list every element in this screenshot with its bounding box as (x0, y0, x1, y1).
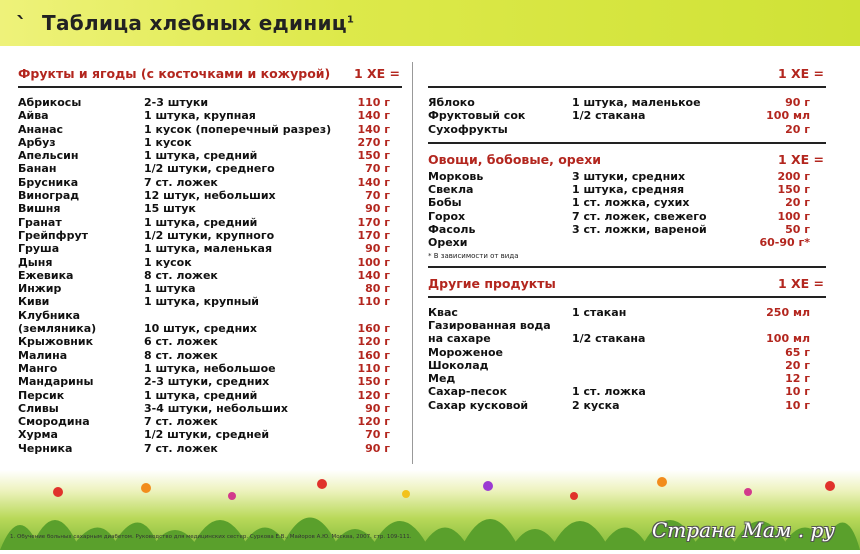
table-row (428, 223, 826, 236)
portion-weight: 20 г (785, 196, 810, 210)
table-row (18, 349, 402, 362)
portion-weight: 10 г (785, 385, 810, 399)
product-name: Хурма (18, 428, 58, 442)
section-rule (428, 142, 826, 144)
product-name: Груша (18, 242, 60, 256)
section-rule (18, 86, 402, 88)
other-section-title: Другие продукты (428, 275, 556, 291)
portion-weight: 20 г (785, 122, 810, 136)
portion-size: 1 штука, средняя (572, 183, 685, 197)
portion-weight: 100 мл (766, 332, 810, 346)
portion-weight: 140 г (357, 122, 390, 136)
table-row (18, 162, 402, 175)
table-row (18, 375, 402, 388)
portion-weight: 110 г (357, 96, 390, 109)
table-row (428, 96, 826, 109)
table-row (18, 428, 402, 441)
portion-size: 1 штука, крупный (144, 295, 259, 309)
portion-size: 2-3 штуки, средних (144, 375, 270, 389)
portion-size: 1 кусок (144, 255, 192, 269)
portion-weight: 140 г (357, 268, 390, 282)
portion-size: 1 кусок (144, 135, 192, 149)
portion-weight: 170 г (357, 228, 390, 242)
portion-size: 7 ст. ложек, свежего (572, 209, 707, 223)
title-banner (0, 0, 860, 46)
portion-weight: 90 г (365, 441, 390, 455)
other-table (428, 306, 826, 412)
table-row (428, 183, 826, 196)
portion-weight: 90 г (365, 202, 390, 216)
portion-weight: 90 г (365, 401, 390, 415)
product-name: на сахаре (428, 332, 491, 346)
product-name: Инжир (18, 282, 62, 296)
portion-size: 8 ст. ложек (144, 348, 218, 362)
portion-weight: 70 г (365, 189, 390, 203)
product-name: Квас (428, 305, 458, 319)
portion-weight: 50 г (785, 223, 810, 237)
table-row (18, 176, 402, 189)
table-row (18, 295, 402, 308)
portion-weight: 10 г (785, 398, 810, 412)
product-name: Шоколад (428, 358, 489, 372)
portion-size: 1 ст. ложка, сухих (572, 196, 690, 210)
portion-size: 6 ст. ложек (144, 335, 218, 349)
portion-size: 1/2 штуки, крупного (144, 228, 275, 242)
portion-weight: 150 г (777, 183, 810, 197)
product-name: Крыжовник (18, 335, 94, 349)
portion-size: 3 ст. ложки, вареной (572, 223, 707, 237)
table-row (18, 242, 402, 255)
portion-weight: 80 г (365, 282, 390, 296)
fruits-section-unit: 1 ХЕ = (353, 66, 400, 81)
product-name: Ананас (18, 122, 64, 136)
portion-size: 1 штука, средний (144, 215, 258, 229)
portion-size: 1 штука, средний (144, 149, 258, 163)
table-row (18, 402, 402, 415)
portion-weight: 110 г (357, 361, 390, 375)
portion-size: 2-3 штуки (144, 96, 209, 109)
table-row (18, 362, 402, 375)
table-row (18, 216, 402, 229)
portion-weight: 140 г (357, 175, 390, 189)
portion-weight: 140 г (357, 109, 390, 123)
portion-size: 1 штука, крупная (144, 109, 256, 123)
table-row (428, 123, 826, 136)
table-row (18, 389, 402, 402)
portion-size: 7 ст. ложек (144, 175, 218, 189)
product-name: Апельсин (18, 149, 79, 163)
product-name: Горох (428, 209, 466, 223)
product-name: Мед (428, 372, 456, 386)
portion-size: 1 штука, маленькое (572, 96, 701, 109)
table-row (18, 149, 402, 162)
fruits-continued-table (428, 96, 826, 136)
portion-weight: 160 г (357, 348, 390, 362)
product-name: Черника (18, 441, 73, 455)
product-name: Айва (18, 109, 49, 123)
product-name: Банан (18, 162, 57, 176)
portion-weight: 150 г (357, 375, 390, 389)
table-row (428, 332, 826, 345)
table-row (428, 196, 826, 209)
veg-footnote: * В зависимости от вида (428, 251, 519, 260)
table-row (18, 96, 402, 109)
veg-section-unit: 1 ХЕ = (777, 151, 824, 167)
portion-weight: 110 г (357, 295, 390, 309)
portion-size: 1 штука, средний (144, 388, 258, 402)
product-name: Манго (18, 361, 58, 375)
portion-weight: 120 г (357, 388, 390, 402)
fruits-section-title: Фрукты и ягоды (с косточками и кожурой) (18, 66, 331, 81)
table-row (428, 399, 826, 412)
portion-weight: 100 мл (766, 109, 810, 123)
continued-section-unit: 1 ХЕ = (777, 66, 824, 81)
table-row (428, 319, 826, 332)
portion-size: 1 стакан (572, 305, 627, 319)
portion-weight: 170 г (357, 215, 390, 229)
portion-size: 2 куска (572, 398, 620, 412)
product-name: Гранат (18, 215, 62, 229)
product-name: Виноград (18, 189, 80, 203)
table-row (428, 170, 826, 183)
section-rule (428, 296, 826, 298)
product-name: Сухофрукты (428, 122, 508, 136)
portion-weight: 120 г (357, 335, 390, 349)
portion-size: 7 ст. ложек (144, 441, 218, 455)
product-name: Яблоко (428, 96, 475, 109)
portion-size: 10 штук, средних (144, 322, 257, 336)
product-name: Сахар кусковой (428, 398, 529, 412)
table-row (428, 236, 826, 249)
table-row (18, 202, 402, 215)
portion-size: 3-4 штуки, небольших (144, 401, 288, 415)
product-name: Мороженое (428, 345, 503, 359)
portion-size: 1/2 стакана (572, 109, 646, 123)
portion-weight: 150 г (357, 149, 390, 163)
portion-weight: 270 г (357, 135, 390, 149)
portion-size: 1 штука (144, 282, 196, 296)
product-name: Свекла (428, 183, 474, 197)
veg-table (428, 170, 826, 250)
portion-weight: 100 г (777, 209, 810, 223)
title-footnote-mark: 1 (346, 14, 355, 26)
portion-weight: 90 г (365, 242, 390, 256)
fruits-section (18, 66, 402, 455)
portion-weight: 160 г (357, 322, 390, 336)
table-row (428, 372, 826, 385)
table-row (18, 189, 402, 202)
product-name: Арбуз (18, 135, 56, 149)
product-name: Абрикосы (18, 96, 82, 109)
portion-size: 1/2 штуки, средней (144, 428, 270, 442)
table-row (18, 442, 402, 455)
table-row (428, 346, 826, 359)
watermark-logo: Страна Мам . ру (652, 518, 835, 542)
table-row (18, 309, 402, 322)
section-rule (428, 86, 826, 88)
product-name: (земляника) (18, 322, 97, 336)
product-name: Ежевика (18, 268, 74, 282)
portion-size: 1/2 стакана (572, 332, 646, 346)
portion-size: 1 ст. ложка (572, 385, 646, 399)
portion-weight: 200 г (777, 169, 810, 183)
table-row (428, 385, 826, 398)
portion-size: 12 штук, небольших (144, 189, 276, 203)
page-title-text: Таблица хлебных единиц (42, 11, 347, 35)
continued-section-header (428, 66, 826, 84)
table-row (18, 322, 402, 335)
portion-size: 3 штуки, средних (572, 169, 686, 183)
product-name: Газированная вода (428, 318, 551, 332)
table-row (18, 335, 402, 348)
table-row (18, 282, 402, 295)
product-name: Вишня (18, 202, 61, 216)
portion-size: 1 штука, маленькая (144, 242, 273, 256)
product-name: Бобы (428, 196, 462, 210)
product-name: Морковь (428, 169, 484, 183)
veg-section-header (428, 152, 826, 170)
check-mark-icon: ` (16, 14, 27, 39)
portion-weight: 100 г (357, 255, 390, 269)
table-row (18, 269, 402, 282)
right-column (428, 66, 826, 412)
portion-weight: 90 г (785, 96, 810, 109)
column-divider (412, 62, 413, 464)
table-row (18, 415, 402, 428)
portion-size: 7 ст. ложек (144, 415, 218, 429)
product-name: Дыня (18, 255, 53, 269)
table-row (428, 109, 826, 122)
product-name: Клубника (18, 308, 81, 322)
other-section-header (428, 276, 826, 294)
product-name: Брусника (18, 175, 79, 189)
table-row (428, 359, 826, 372)
table-row (18, 229, 402, 242)
portion-weight: 70 г (365, 162, 390, 176)
table-row (18, 136, 402, 149)
product-name: Сахар-песок (428, 385, 508, 399)
veg-section-title: Овощи, бобовые, орехи (428, 151, 602, 167)
source-footnote: 1. Обучение больных сахарным диабетом. Руководство для медицинских сестер. Суркова Е.В., Майоров А.Ю. Москва, 2007. стр. 109-111. (10, 534, 412, 540)
portion-weight: 65 г (785, 345, 810, 359)
product-name: Смородина (18, 415, 90, 429)
product-name: Фасоль (428, 223, 476, 237)
portion-size: 8 ст. ложек (144, 268, 218, 282)
product-name: Мандарины (18, 375, 94, 389)
portion-weight: 12 г (785, 372, 810, 386)
table-row (18, 123, 402, 136)
table-row (428, 210, 826, 223)
portion-size: 1 штука, небольшое (144, 361, 276, 375)
product-name: Сливы (18, 401, 59, 415)
table-row (18, 109, 402, 122)
page-title (42, 11, 354, 35)
product-name: Малина (18, 348, 68, 362)
portion-weight: 70 г (365, 428, 390, 442)
portion-size: 1 кусок (поперечный разрез) (144, 122, 332, 136)
table-row (18, 256, 402, 269)
portion-size: 15 штук (144, 202, 196, 216)
portion-size: 1/2 штуки, среднего (144, 162, 275, 176)
fruits-section-header (18, 66, 402, 84)
product-name: Орехи (428, 236, 468, 250)
portion-weight: 60-90 г* (759, 236, 810, 250)
portion-weight: 120 г (357, 415, 390, 429)
product-name: Киви (18, 295, 50, 309)
product-name: Грейпфрут (18, 228, 88, 242)
other-section-unit: 1 ХЕ = (777, 275, 824, 291)
portion-weight: 250 мл (766, 305, 810, 319)
product-name: Персик (18, 388, 65, 402)
table-row (428, 306, 826, 319)
section-rule (428, 266, 826, 268)
portion-weight: 20 г (785, 358, 810, 372)
product-name: Фруктовый сок (428, 109, 526, 123)
fruits-table (18, 96, 402, 455)
